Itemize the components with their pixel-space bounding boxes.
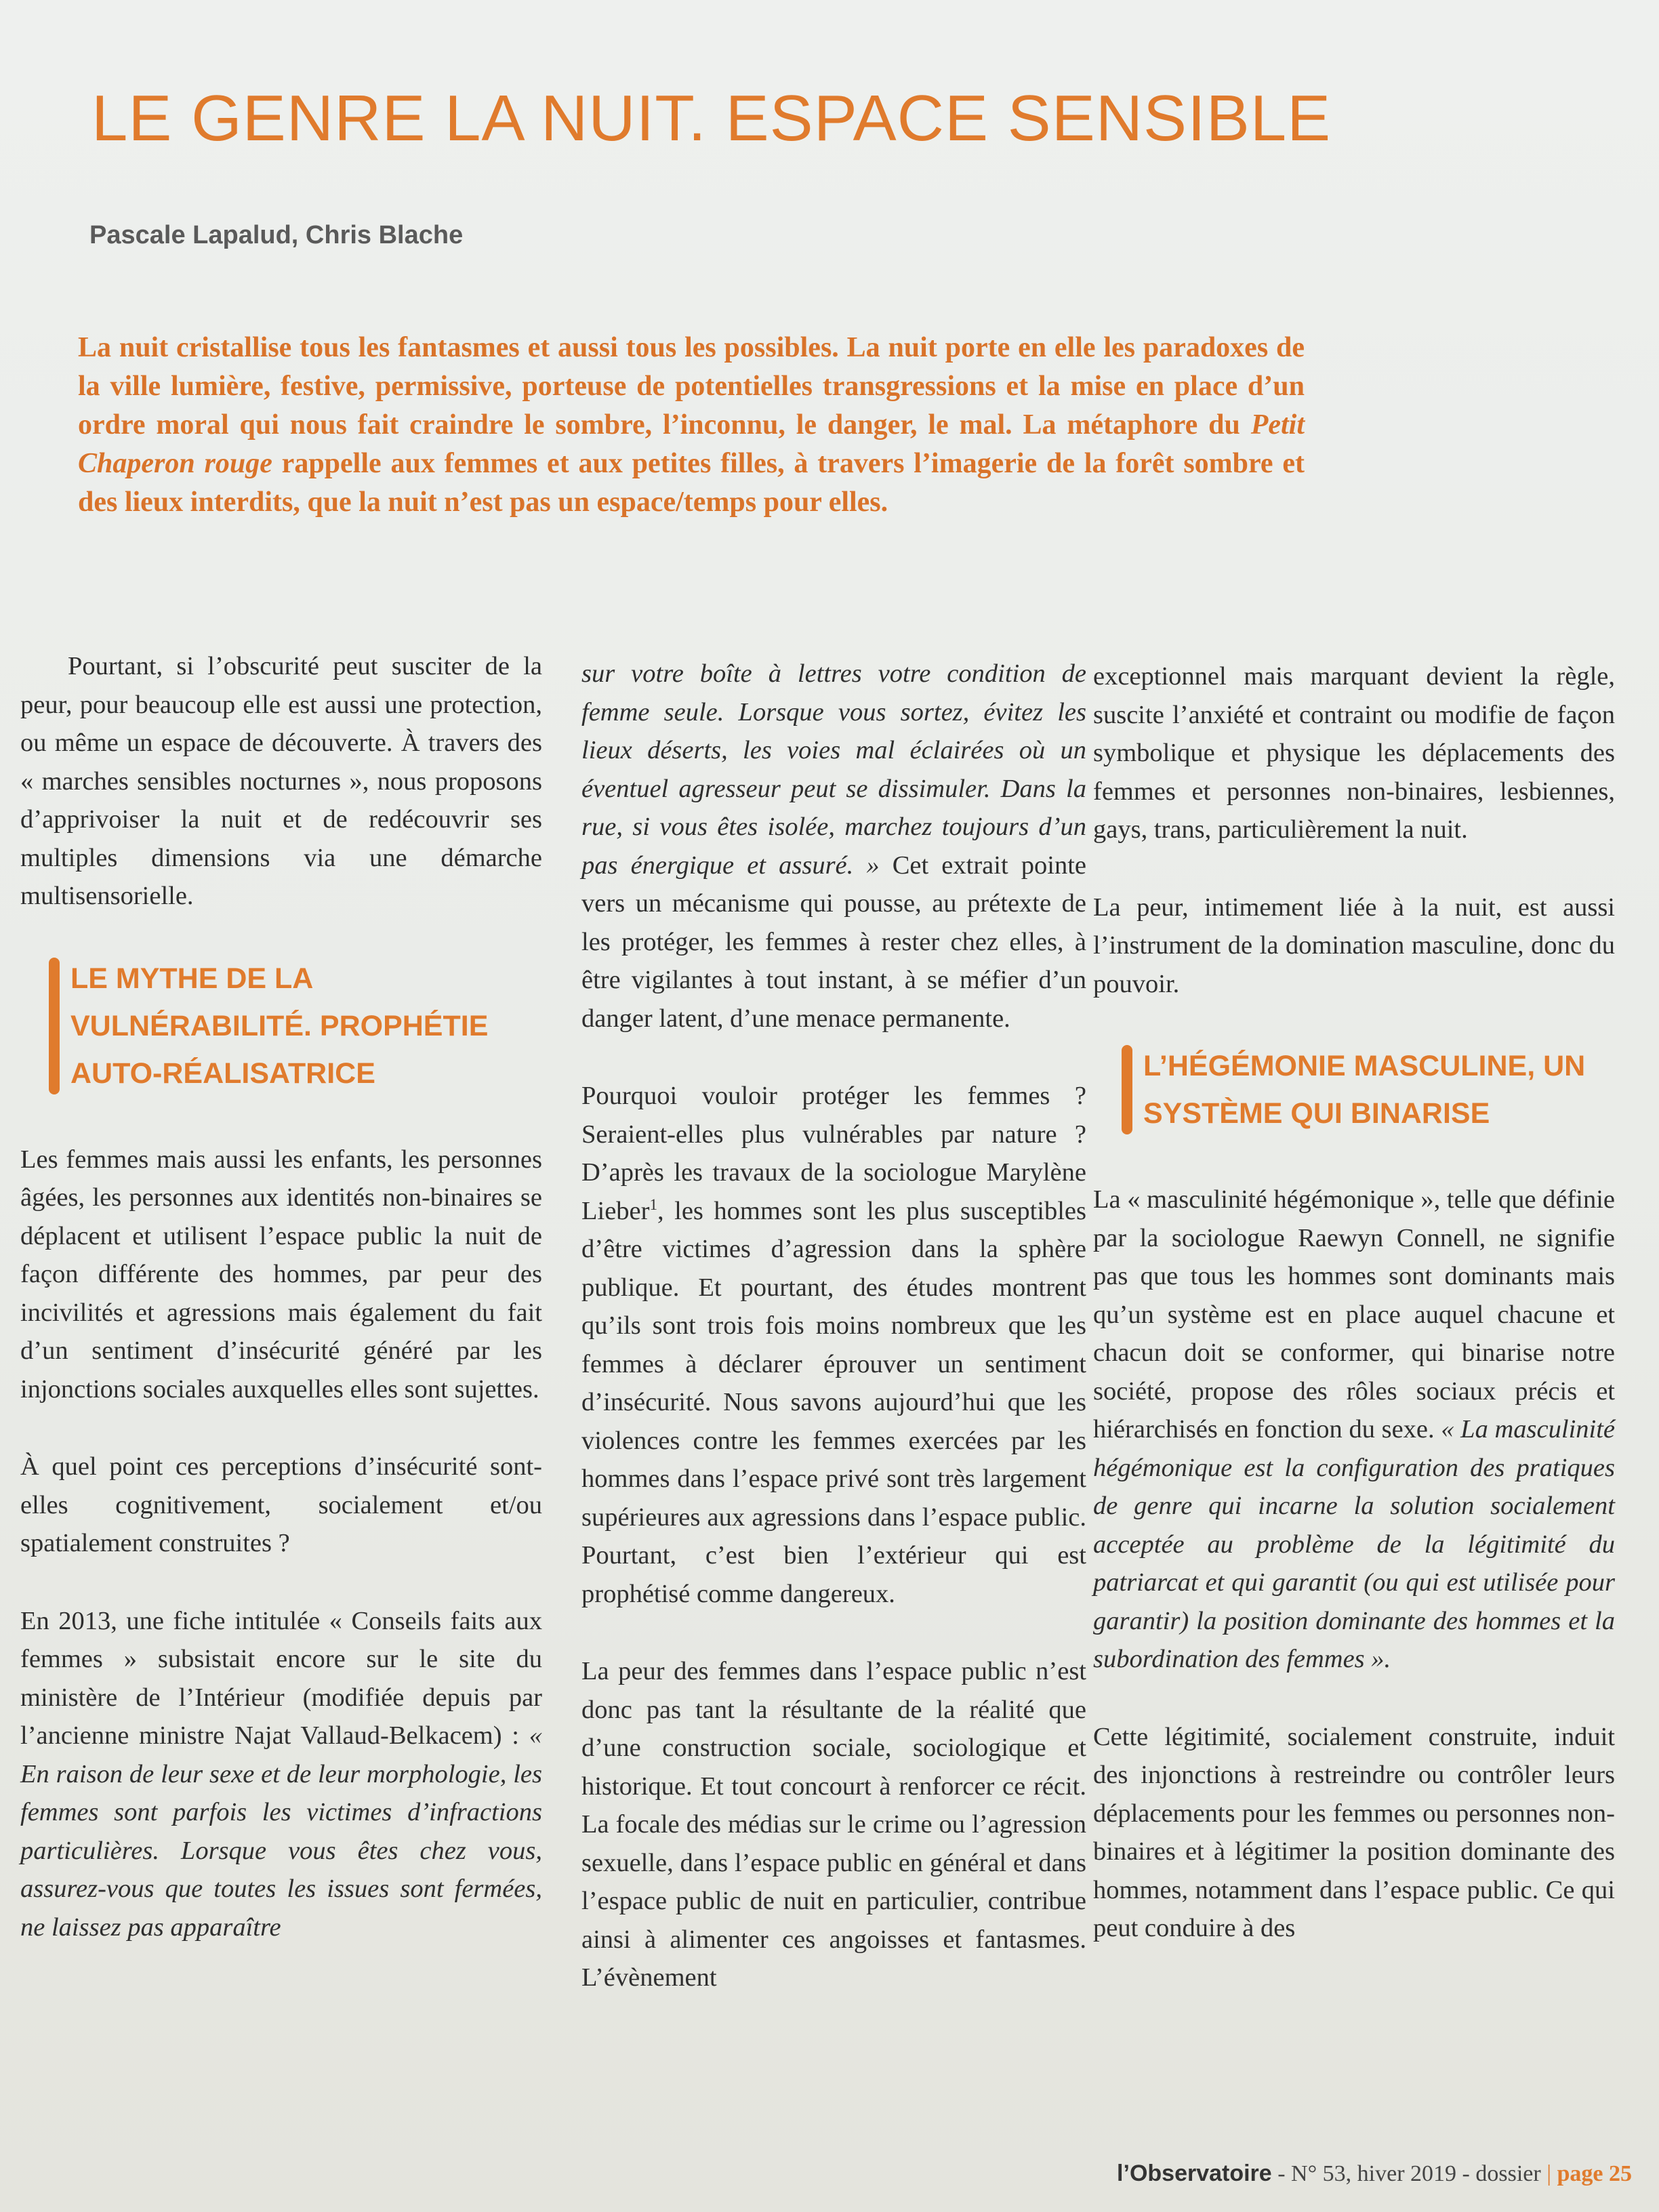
footnote-ref: 1 xyxy=(649,1195,658,1213)
paragraph-text: , les hommes sont les plus susceptibles d’être victimes d’agression dans la sphère publique. Et pourtant, des études montrent qu’ils sont trois fois moins nombreux que les femmes à déclarer éprouver un sentiment d’insécurité. Nous savons aujourd’hui que les violences contre les femmes exercées par les hommes dans l’espace privé sont très largement supérieures aux agressions dans l’espace public. Pourtant, c’est bien l’extérieur qui est prophétisé comme dangereux. xyxy=(581,1196,1086,1608)
section-heading xyxy=(53,955,542,1097)
footer-separator: | xyxy=(1547,2161,1551,2186)
paragraph: Pourtant, si l’obscurité peut susciter de la peur, pour beaucoup elle est aussi une protection, ou même un espace de découverte. À travers des « marches sensibles nocturnes », nous proposons d’apprivoiser la nuit et de redécouvrir ses multiples dimensions via une démarche multisensorielle. xyxy=(20,652,542,910)
paragraph: La peur, intimement liée à la nuit, est aussi l’instrument de la domination masculine, donc du pouvoir. xyxy=(1093,893,1615,998)
section-heading xyxy=(1126,1042,1615,1137)
paragraph: Cette légitimité, socialement construite, induit des injonctions à restreindre ou contrôler leurs déplacements pour les femmes ou personnes non-binaires et à légitimer la position dominante des hommes, notamment dans l’espace public. Ce qui peut conduire à des xyxy=(1093,1722,1615,1942)
paragraph-text: En 2013, une fiche intitulée « Conseils faits aux femmes » subsistait encore sur le site du ministère de l’Intérieur (modifiée depuis par l’ancienne ministre Najat Vallaud-Belkacem) : xyxy=(20,1606,542,1750)
paragraph: Les femmes mais aussi les enfants, les personnes âgées, les personnes aux identités non-binaires se déplacent et utilisent l’espace public la nuit de façon différente des hommes, par peur des incivilités et agressions mais également du fait d’un sentiment d’insécurité généré par les injonctions sociales auxquelles elles sont sujettes. xyxy=(20,1145,542,1404)
column-3 xyxy=(1093,657,1615,1987)
article-title: LE GENRE LA NUIT. ESPACE SENSIBLE xyxy=(91,82,1332,155)
page-number: page 25 xyxy=(1551,2161,1632,2186)
paragraph-text: La « masculinité hégémonique », telle que définie par la sociologue Raewyn Connell, ne signifie pas que tous les hommes sont dominants mais qu’un système est en place auquel chacune et chacun doit se conformer, qui binarise notre société, propose des rôles sociaux précis et hiérarchisés en fonction du sexe. xyxy=(1093,1185,1615,1443)
lead-text-1: La nuit cristallise tous les fantasmes et aussi tous les possibles. La nuit porte en elle les paradoxes de la ville lumière, festive, permissive, porteuse de potentielles transgressions et la mise en place d’un ordre moral qui nous fait craindre le sombre, l’inconnu, le danger, le mal. La métaphore du xyxy=(78,332,1305,441)
section-heading-text: L’HÉGÉMONIE MASCULINE, UN SYSTÈME QUI BINARISE xyxy=(1143,1050,1586,1130)
column-1 xyxy=(20,647,542,1986)
article-lead xyxy=(78,329,1305,522)
paragraph xyxy=(1093,1181,1615,1679)
paragraph: exceptionnel mais marquant devient la règle, suscite l’anxiété et contraint ou modifie de façon symbolique et physique les déplacements des femmes et personnes non-binaires, lesbiennes, gays, trans, particulièrement la nuit. xyxy=(1093,662,1615,844)
quote-text: « En raison de leur sexe et de leur morphologie, les femmes sont parfois les victimes d’infractions particulières. Lorsque vous êtes chez vous, assurez-vous que toutes les issues sont fermées, ne laissez pas apparaître xyxy=(20,1721,542,1942)
magazine-name: l’Observatoire xyxy=(1117,2160,1272,2186)
lead-text-2: rappelle aux femmes et aux petites filles, à travers l’imagerie de la forêt sombre et des lieux interdits, que la nuit n’est pas un espace/temps pour elles. xyxy=(78,448,1305,518)
lead-italic-title: Petit Chaperon rouge xyxy=(78,409,1305,479)
quote-text: sur votre boîte à lettres votre condition de femme seule. Lorsque vous sortez, évitez les lieux déserts, les voies mal éclairées où un éventuel agresseur peut se dissimuler. Dans la rue, si vous êtes isolée, marchez toujours d’un pas énergique et assuré. » xyxy=(581,659,1086,880)
section-heading-text: LE MYTHE DE LA VULNÉRABILITÉ. PROPHÉTIE AUTO-RÉALISATRICE xyxy=(70,962,489,1090)
paragraph: La peur des femmes dans l’espace public n’est donc pas tant la résultante de la réalité que d’une construction sociale, sociologique et historique. Et tout concourt à renforcer ce récit. La focale des médias sur le crime ou l’agression sexuelle, dans l’espace public en général et dans l’espace public de nuit en particulier, contribue ainsi à alimenter ces angoisses et fantasmes. L’évènement xyxy=(581,1657,1086,1992)
article-authors: Pascale Lapalud, Chris Blache xyxy=(89,221,464,249)
paragraph xyxy=(581,655,1086,1038)
column-2 xyxy=(581,655,1086,2036)
heading-bar xyxy=(1122,1045,1132,1134)
issue-info: - N° 53, hiver 2019 - dossier xyxy=(1271,2161,1547,2186)
page-footer xyxy=(1097,2160,1632,2187)
heading-bar xyxy=(49,958,60,1094)
paragraph: À quel point ces perceptions d’insécurité sont-elles cognitivement, socialement et/ou spatialement construites ? xyxy=(20,1452,542,1557)
quote-text: « La masculinité hégémonique est la configuration des pratiques de genre qui incarne la solution socialement acceptée au problème de la légitimité du patriarcat et qui garantit (ou qui est utilisée pour garantir) la position dominante des hommes et la subordination des femmes ». xyxy=(1093,1415,1615,1673)
paragraph-text: Cet extrait pointe vers un mécanisme qui pousse, au prétexte de les protéger, les femmes à rester chez elles, à être vigilantes à tout instant, à se méfier d’un danger latent, d’une menace permanente. xyxy=(581,851,1086,1033)
paragraph-text: Pourquoi vouloir protéger les femmes ? Seraient-elles plus vulnérables par nature ? D’après les travaux de la sociologue Marylène Lieber xyxy=(581,1082,1086,1225)
paragraph xyxy=(581,1077,1086,1613)
paragraph xyxy=(20,1602,542,1947)
